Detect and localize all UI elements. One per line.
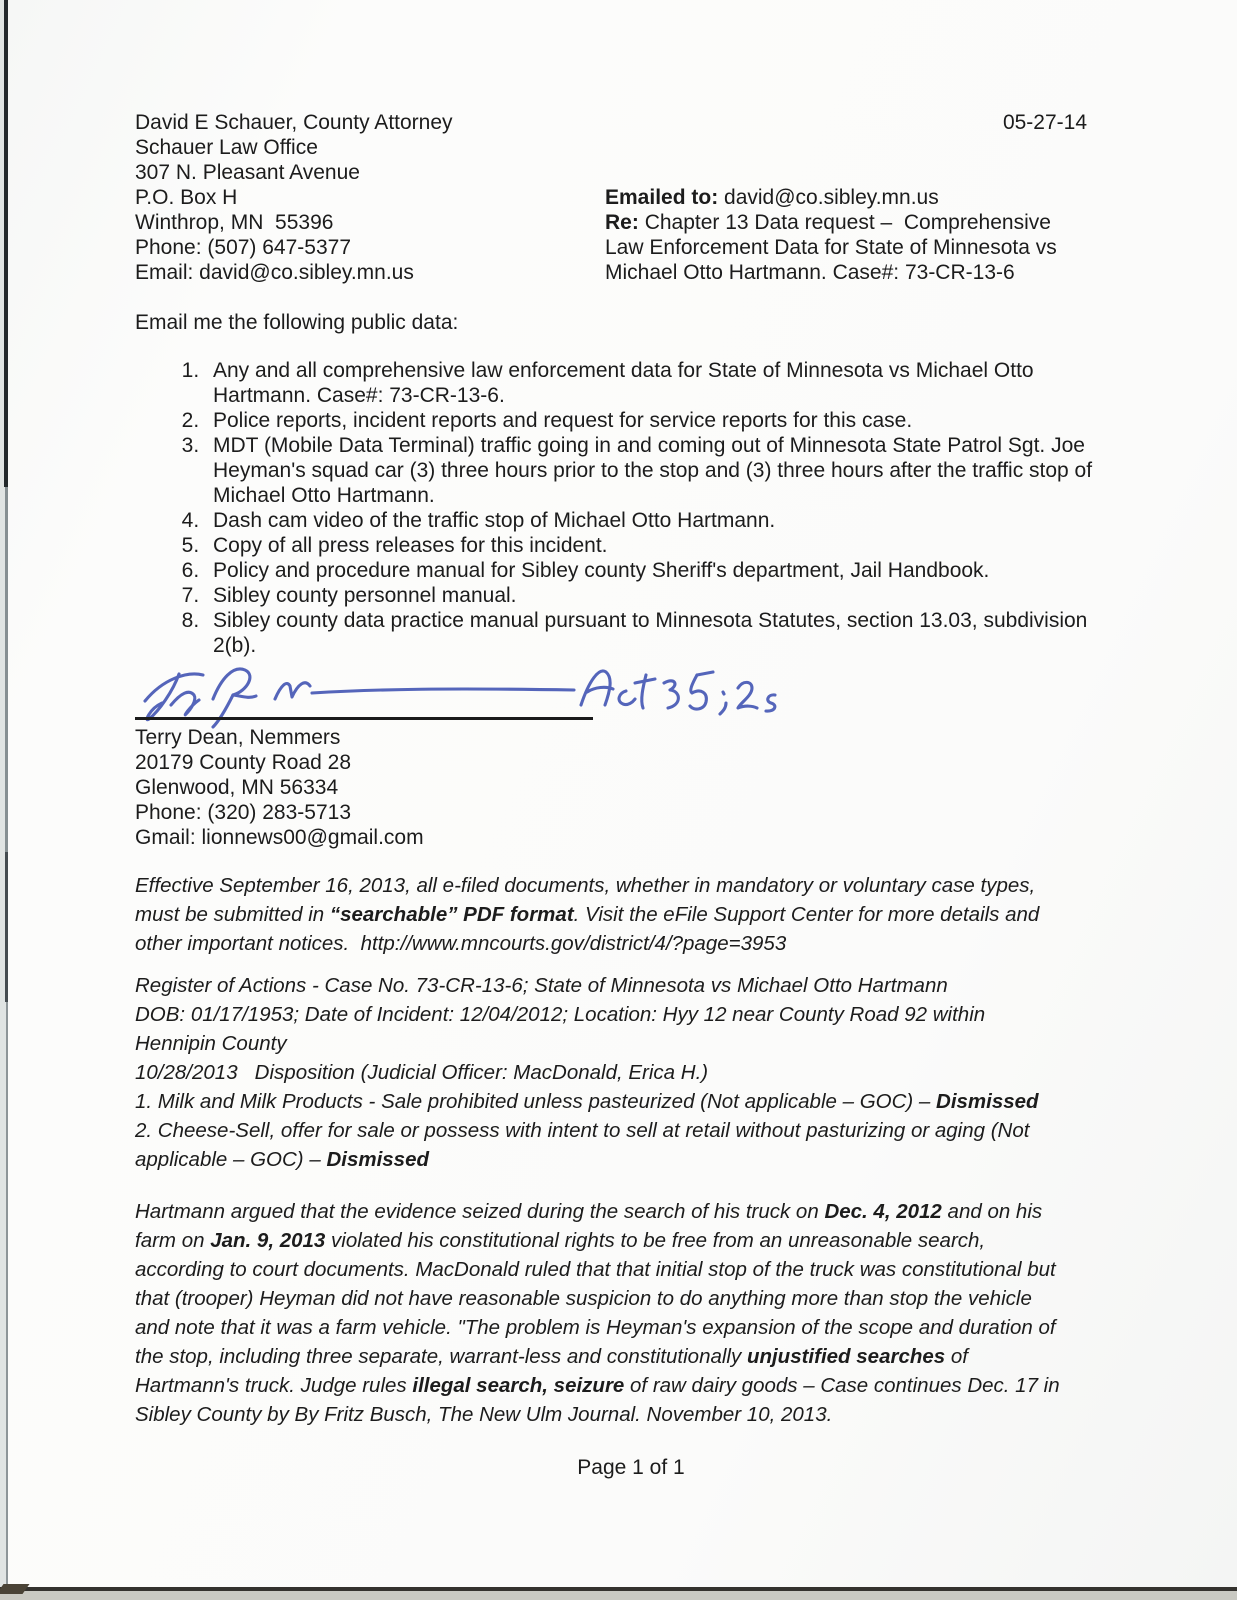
text-line: 10/28/2013 Disposition (Judicial Officer: MacDonald, Erica H.) [135,1061,709,1084]
text-line: applicable – GOC) – Dismissed [135,1148,429,1171]
list-item: 4. Dash cam video of the traffic stop of Michael Otto Hartmann. [205,508,1113,533]
sender-address-block [135,110,605,285]
text-line: farm on Jan. 9, 2013 violated his constitutional rights to be free from an unreasonable search, [135,1229,986,1252]
text-line: DOB: 01/17/1953; Date of Incident: 12/04/2012; Location: Hyy 12 near County Road 92 within [135,1003,986,1026]
letter-date: 05-27-14 [1002,111,1087,134]
text-line: Hartmann argued that the evidence seized during the search of his truck on Dec. 4, 2012 and on his [135,1200,1043,1223]
list-item: 7. Sibley county personnel manual. [205,583,1113,608]
text-line: must be submitted in “searchable” PDF format. Visit the eFile Support Center for more details and [135,903,1040,926]
text-line: Email: david@co.sibley.mn.us [135,261,414,284]
text-line: Effective September 16, 2013, all e-filed documents, whether in mandatory or voluntary case types, [135,874,1036,897]
text-line: that (trooper) Heyman did not have reasonable suspicion to do anything more than stop the vehicle [135,1287,1032,1310]
text-line: Winthrop, MN 55396 [135,211,334,234]
signature-area [135,661,1127,725]
text-line: 307 N. Pleasant Avenue [135,161,360,184]
list-item: 3. MDT (Mobile Data Terminal) traffic going in and coming out of Minnesota State Patrol Sgt. Joe Heyman's squad car (3) three hours prior to the stop and (3) three hours after the traffic stop of Michael Otto Hartmann. [205,433,1113,508]
list-item: 6. Policy and procedure manual for Sibley county Sheriff's department, Jail Handbook. [205,558,1113,583]
letter-content [135,110,1127,1480]
text-line: Hartmann's truck. Judge rules illegal search, seizure of raw dairy goods – Case continues Dec. 17 in [135,1374,1060,1397]
text-line: the stop, including three separate, warrant-less and constitutionally unjustified searches of [135,1345,968,1368]
list-item: 8. Sibley county data practice manual pursuant to Minnesota Statutes, section 13.03, subdivision 2(b). [205,608,1113,658]
scan-edge-left-mid [5,487,8,852]
text-line: Phone: (320) 283-5713 [135,801,351,824]
scan-edge-left-low [6,1002,8,1588]
news-excerpt [135,1197,1127,1429]
scan-edge-left-dark-lower [5,852,8,1002]
text-line: David E Schauer, County Attorney [135,111,453,134]
text-line: 2. Cheese-Sell, offer for sale or possess with intent to sell at retail without pasturizing or aging (Not [135,1119,1030,1142]
header-right-column [605,110,1127,285]
register-of-actions [135,971,1127,1174]
text-line: other important notices. http://www.mncourts.gov/district/4/?page=3953 [135,932,787,955]
text-line: 20179 County Road 28 [135,751,351,774]
text-line: and note that it was a farm vehicle. "The problem is Heyman's expansion of the scope and duration of [135,1316,1056,1339]
text-line: according to court documents. MacDonald ruled that that initial stop of the truck was constitutional but [135,1258,1056,1281]
text-line: 1. Milk and Milk Products - Sale prohibited unless pasteurized (Not applicable – GOC) – Dismissed [135,1090,1039,1113]
page-number: Page 1 of 1 [577,1456,685,1479]
scan-edge-left-dark [4,0,8,487]
scan-edge-bottom [0,1587,1237,1591]
text-line: Terry Dean, Nemmers [135,726,341,749]
text-line: Re: Chapter 13 Data request – Comprehensive [605,211,1051,234]
text-line: Michael Otto Hartmann. Case#: 73-CR-13-6 [605,261,1015,284]
letter-header [135,110,1127,285]
efiling-notice [135,871,1127,958]
text-line: Register of Actions - Case No. 73-CR-13-6; State of Minnesota vs Michael Otto Hartmann [135,974,948,997]
list-item: 1. Any and all comprehensive law enforcement data for State of Minnesota vs Michael Otto Hartmann. Case#: 73-CR-13-6. [205,358,1113,408]
text-line: P.O. Box H [135,186,238,209]
list-item: 2. Police reports, incident reports and request for service reports for this case. [205,408,1113,433]
text-line: Law Enforcement Data for State of Minnesota vs [605,236,1057,259]
request-list [135,358,1127,658]
text-line: Glenwood, MN 56334 [135,776,339,799]
request-intro: Email me the following public data: [135,311,459,334]
requester-address-block [135,725,1127,850]
text-line: Sibley County by By Fritz Busch, The New Ulm Journal. November 10, 2013. [135,1403,833,1426]
scanned-page [7,0,1237,1588]
text-line: Hennipin County [135,1032,287,1055]
text-line: Phone: (507) 647-5377 [135,236,351,259]
signature-line [135,717,593,720]
text-line: Gmail: lionnews00@gmail.com [135,826,424,849]
text-line: Schauer Law Office [135,136,318,159]
recipient-block [605,185,1127,285]
list-item: 5. Copy of all press releases for this incident. [205,533,1113,558]
text-line: Emailed to: david@co.sibley.mn.us [605,186,939,209]
scan-edge-bottom-shadow [0,1591,1237,1600]
